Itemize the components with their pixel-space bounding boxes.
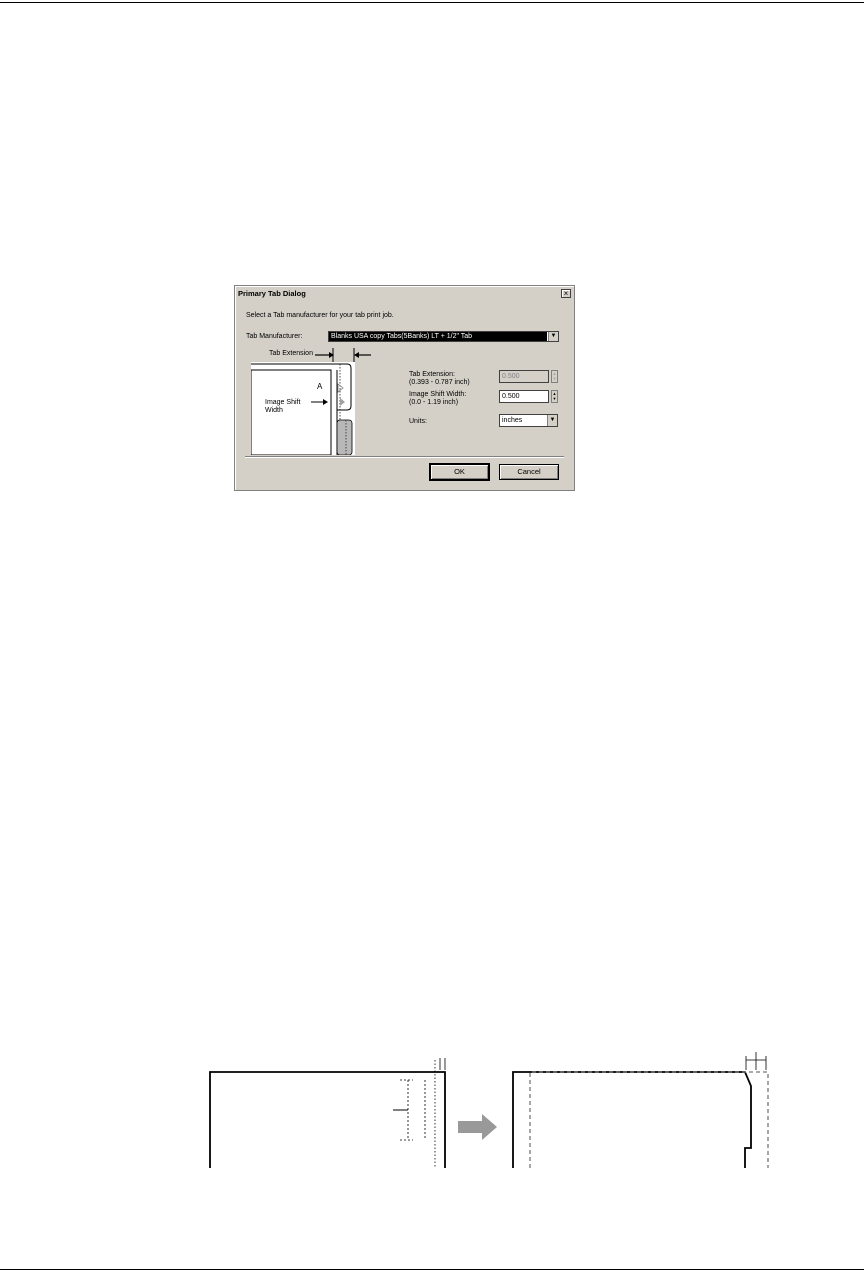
- image-shift-label: Image Shift Width:: [409, 391, 467, 398]
- tab-extension-range: (0.393 - 0.787 inch): [409, 379, 470, 386]
- dialog-title: Primary Tab Dialog: [238, 288, 306, 298]
- dialog-separator: [245, 456, 564, 458]
- dialog-titlebar: [236, 287, 573, 299]
- image-shift-spinner[interactable]: ▲ ▼: [552, 391, 557, 401]
- tab-manufacturer-value: Blanks USA copy Tabs(5Banks) LT + 1/2" Tab: [329, 332, 547, 341]
- instruction-text: Select a Tab manufacturer for your tab print job.: [246, 312, 394, 319]
- image-shift-range: (0.0 - 1.19 inch): [409, 399, 459, 406]
- units-value: inches: [502, 417, 523, 424]
- preview-image-shift-label-1: Image Shift: [265, 399, 301, 406]
- tab-extension-spinner[interactable]: ▲ ▼: [552, 371, 557, 381]
- primary-tab-dialog: [234, 285, 575, 491]
- units-chevron-down-icon[interactable]: ▼: [547, 415, 557, 426]
- tab-extension-label: Tab Extension:: [409, 371, 455, 378]
- preview-image-shift-label-2: Width: [265, 407, 283, 414]
- image-shift-input[interactable]: 0.500: [499, 390, 549, 403]
- tab-extension-input[interactable]: 0.500: [499, 370, 549, 383]
- bottom-rule: [0, 1269, 864, 1270]
- cancel-button[interactable]: Cancel: [499, 464, 559, 480]
- top-rule: [0, 2, 864, 3]
- tab-manufacturer-label: Tab Manufacturer:: [246, 333, 303, 340]
- ok-button[interactable]: OK: [430, 464, 489, 480]
- close-icon[interactable]: ×: [561, 289, 571, 298]
- units-select[interactable]: [499, 414, 558, 427]
- preview-marker-letter: A: [317, 382, 323, 391]
- units-label: Units:: [409, 418, 427, 425]
- tab-shift-illustration: [200, 1050, 780, 1170]
- chevron-down-icon[interactable]: ▼: [548, 332, 558, 341]
- preview-arrows: [315, 348, 375, 362]
- tab-manufacturer-select[interactable]: [328, 331, 559, 342]
- preview-tab-extension-label: Tab Extension: [269, 350, 313, 357]
